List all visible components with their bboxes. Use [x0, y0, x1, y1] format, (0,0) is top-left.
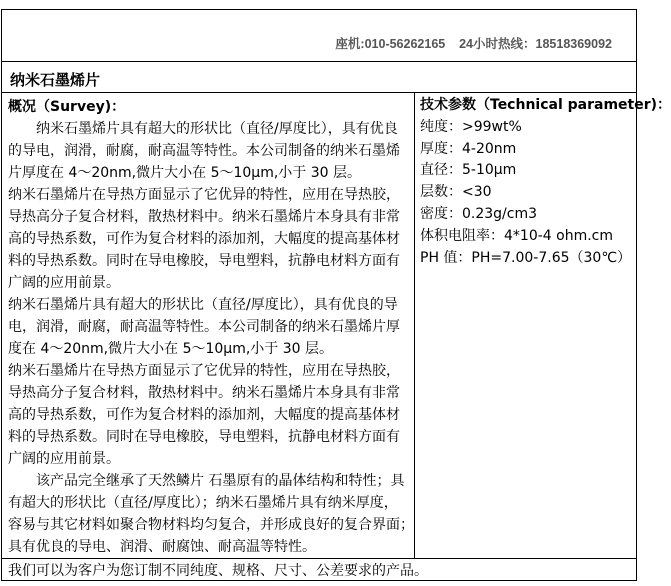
survey-line: 电，润滑，耐腐，耐高温等特性。本公司制备的纳米石墨烯片厚: [8, 319, 400, 335]
parameters-heading: 技术参数（Technical parameter)：: [420, 97, 671, 113]
survey-line: 广阔的应用前景。: [8, 451, 120, 467]
parameter-item: 纯度：>99wt%: [420, 118, 522, 135]
product-title: 纳米石墨烯片: [10, 71, 101, 89]
survey-line: 纳米石墨烯片在导热方面显示了它优异的特性，应用在导热胶，: [8, 363, 400, 379]
parameters-section: [414, 92, 671, 559]
header-box: [1, 9, 637, 62]
footer-note: 我们可以为客户为您订制不同纯度、规格、尺寸、公差要求的产品。: [1, 558, 637, 581]
survey-line: 的导电，润滑，耐腐，耐高温等特性。本公司制备的纳米石墨烯: [8, 143, 400, 159]
survey-line: 具有优良的导电、润滑、耐腐蚀、耐高温等特性。: [8, 539, 316, 555]
survey-line: 纳米石墨烯片在导热方面显示了它优异的特性，应用在导热胶，: [8, 187, 400, 203]
survey-line: 度在 4～20nm,微片大小在 5～10μm,小于 30 层。: [8, 341, 334, 357]
survey-line: 导热高分子复合材料，散热材料中。纳米石墨烯片本身具有非常: [8, 209, 400, 225]
parameter-item: 厚度：4-20nm: [420, 140, 517, 157]
survey-line: 有超大的形状比（直径/厚度比）；纳米石墨烯片具有纳米厚度，: [8, 495, 398, 511]
survey-line: 料的导热系数。同时在导电橡胶，导电塑料，抗静电材料方面有: [8, 429, 400, 445]
parameter-item: 直径：5-10μm: [420, 162, 517, 179]
survey-text: [8, 118, 414, 558]
survey-line: 高的导热系数，可作为复合材料的添加剂，大幅度的提高基体材: [8, 231, 400, 247]
survey-line: 该产品完全继承了天然鳞片 石墨原有的晶体结构和特性；具: [8, 473, 405, 489]
survey-line: 高的导热系数，可作为复合材料的添加剂，大幅度的提高基体材: [8, 407, 400, 423]
parameter-item: PH 值：PH=7.00-7.65（30℃）: [420, 249, 632, 266]
contact-info: 座机:010-56262165 24小时热线：18518369092: [335, 37, 612, 51]
parameter-item: 层数：<30: [420, 184, 492, 201]
survey-line: 片厚度在 4～20nm,微片大小在 5～10μm,小于 30 层。: [8, 165, 362, 181]
title-row: [1, 61, 637, 93]
parameter-item: 密度：0.23g/cm3: [420, 205, 538, 222]
survey-line: 料的导热系数。同时在导电橡胶，导电塑料，抗静电材料方面有: [8, 253, 400, 269]
parameter-item: 体积电阻率：4*10-4 ohm.cm: [420, 227, 613, 244]
survey-line: 广阔的应用前景。: [8, 275, 120, 291]
survey-section: [1, 92, 415, 559]
parameters-list: [420, 117, 630, 270]
survey-line: 纳米石墨烯片具有超大的形状比（直径/厚度比），具有优良的导: [8, 297, 398, 313]
survey-line: 导热高分子复合材料，散热材料中。纳米石墨烯片本身具有非常: [8, 385, 400, 401]
survey-line: 纳米石墨烯片具有超大的形状比（直径/厚度比），具有优良: [8, 121, 398, 137]
survey-heading: 概况（Survey)：: [8, 99, 126, 115]
survey-line: 容易与其它材料如聚合物材料均匀复合，并形成良好的复合界面；: [8, 517, 414, 533]
